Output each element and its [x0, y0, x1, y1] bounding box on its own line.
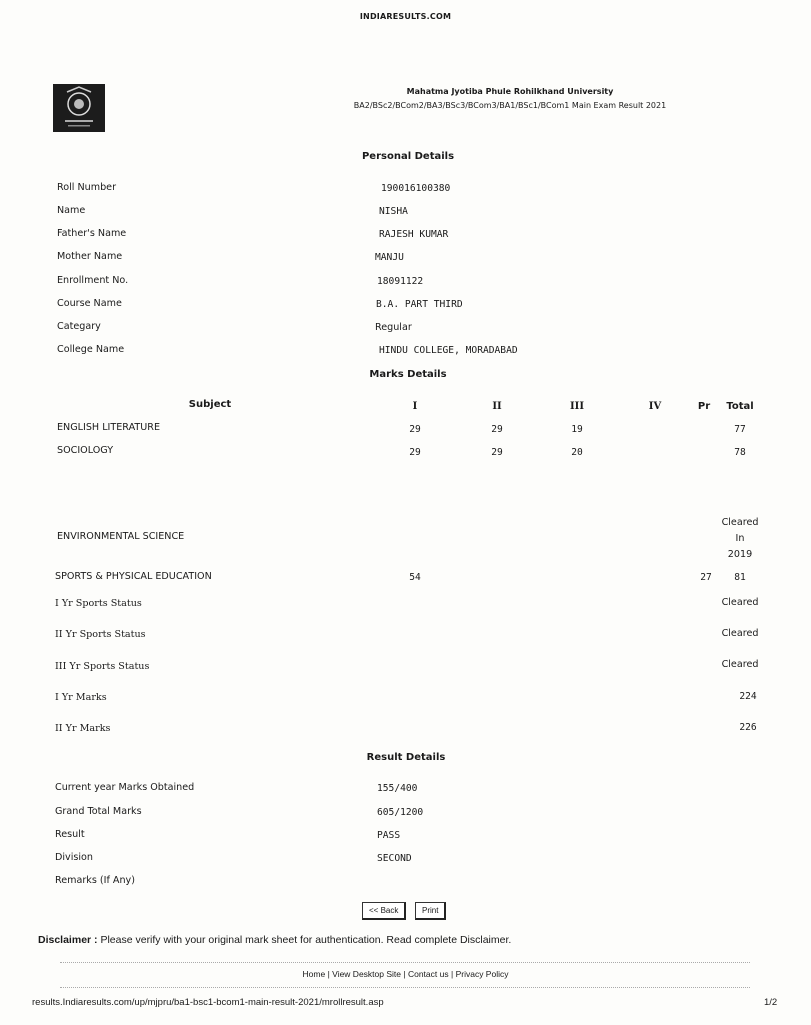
mark-col-i: 29 — [409, 447, 421, 458]
result-details-title: Result Details — [366, 752, 446, 763]
yr1-marks-label: I Yr Marks — [55, 692, 107, 703]
col-i-header: I — [412, 401, 418, 412]
grand-total-value: 605/1200 — [377, 807, 424, 818]
course-name-label: Course Name — [57, 298, 122, 309]
college-name-label: College Name — [57, 344, 125, 355]
mark-col-ii: 29 — [491, 424, 503, 435]
division-label: Division — [55, 852, 94, 863]
enrollment-no-value: 18091122 — [377, 276, 424, 287]
env-status-line3: 2019 — [727, 549, 753, 560]
university-logo — [53, 84, 105, 132]
footer-separator: | — [327, 969, 330, 979]
sports-name: SPORTS & PHYSICAL EDUCATION — [55, 571, 212, 582]
mother-name-value: MANJU — [375, 252, 404, 263]
footer-separator: | — [450, 969, 454, 979]
site-header: INDIARESULTS.COM — [359, 12, 452, 21]
print-button[interactable]: Print — [415, 902, 446, 920]
result-label: Result — [55, 829, 85, 840]
yr2-marks-label: II Yr Marks — [55, 723, 111, 734]
print-url: results.Indiaresults.com/up/mjpru/ba1-bsc1-bcom1-main-result-2021/mrollresult.asp — [32, 997, 384, 1008]
mark-col-iii: 20 — [571, 447, 583, 458]
father-name-label: Father's Name — [57, 228, 127, 239]
sports-col-i: 54 — [409, 572, 421, 583]
personal-details-title: Personal Details — [361, 151, 455, 162]
subject-name: SOCIOLOGY — [57, 445, 114, 456]
mark-col-iii: 19 — [571, 424, 583, 435]
category-label: Categary — [57, 321, 101, 332]
grand-total-label: Grand Total Marks — [55, 806, 142, 817]
col-total-header: Total — [726, 401, 754, 412]
contact-link[interactable]: Contact us — [407, 969, 449, 979]
footer-links — [0, 969, 811, 979]
roll-number-value: 190016100380 — [381, 183, 451, 194]
subject-header: Subject — [188, 399, 232, 410]
page-number: 1/2 — [764, 997, 778, 1008]
col-iv-header: IV — [648, 401, 662, 412]
mark-col-ii: 29 — [491, 447, 503, 458]
subject-name: ENGLISH LITERATURE — [57, 422, 161, 433]
remarks-label: Remarks (If Any) — [55, 875, 135, 886]
privacy-link[interactable]: Privacy Policy — [455, 969, 509, 979]
yr2-sports-status-value: Cleared — [721, 628, 759, 639]
yr3-sports-status-value: Cleared — [721, 659, 759, 670]
father-name-value: RAJESH KUMAR — [379, 229, 449, 240]
category-value: Regular — [375, 322, 412, 333]
desktop-site-link[interactable]: View Desktop Site — [332, 969, 401, 979]
mother-name-label: Mother Name — [57, 251, 123, 262]
yr2-marks-value: 226 — [739, 722, 757, 733]
course-name-value: B.A. PART THIRD — [376, 299, 463, 310]
disclaimer-label: Disclaimer : — [38, 934, 98, 946]
current-marks-label: Current year Marks Obtained — [55, 782, 195, 793]
env-science-name: ENVIRONMENTAL SCIENCE — [57, 531, 185, 542]
col-ii-header: II — [492, 401, 502, 412]
env-status-line2: In — [735, 533, 745, 544]
college-name-value: HINDU COLLEGE, MORADABAD — [379, 345, 518, 356]
footer-separator: | — [403, 969, 406, 979]
yr1-sports-status-value: Cleared — [721, 597, 759, 608]
name-value: NISHA — [379, 206, 408, 217]
disclaimer-text[interactable]: Please verify with your original mark sheet for authentication. Read complete Disclaimer. — [100, 934, 512, 946]
sports-total: 81 — [734, 572, 746, 583]
col-pr-header: Pr — [697, 401, 711, 412]
exam-title: BA2/BSc2/BCom2/BA3/BSc3/BCom3/BA1/BSc1/BCom1 Main Exam Result 2021 — [353, 101, 667, 110]
marks-details-title: Marks Details — [369, 369, 447, 380]
mark-col-i: 29 — [409, 424, 421, 435]
university-name: Mahatma Jyotiba Phule Rohilkhand University — [406, 87, 614, 96]
mark-total: 77 — [734, 424, 746, 435]
enrollment-no-label: Enrollment No. — [57, 275, 129, 286]
mark-total: 78 — [734, 447, 746, 458]
yr3-sports-status-label: III Yr Sports Status — [55, 661, 150, 672]
disclaimer — [38, 934, 511, 946]
home-link[interactable]: Home — [302, 969, 326, 979]
env-status-line1: Cleared — [721, 517, 759, 528]
yr2-sports-status-label: II Yr Sports Status — [55, 629, 146, 640]
roll-number-label: Roll Number — [57, 182, 117, 193]
division-value: SECOND — [377, 853, 412, 864]
sports-pr: 27 — [700, 572, 712, 583]
current-marks-value: 155/400 — [377, 783, 418, 794]
yr1-sports-status-label: I Yr Sports Status — [55, 598, 142, 609]
yr1-marks-value: 224 — [739, 691, 757, 702]
name-label: Name — [57, 205, 86, 216]
result-value: PASS — [377, 830, 401, 841]
back-button[interactable]: << Back — [362, 902, 406, 920]
col-iii-header: III — [569, 401, 585, 412]
